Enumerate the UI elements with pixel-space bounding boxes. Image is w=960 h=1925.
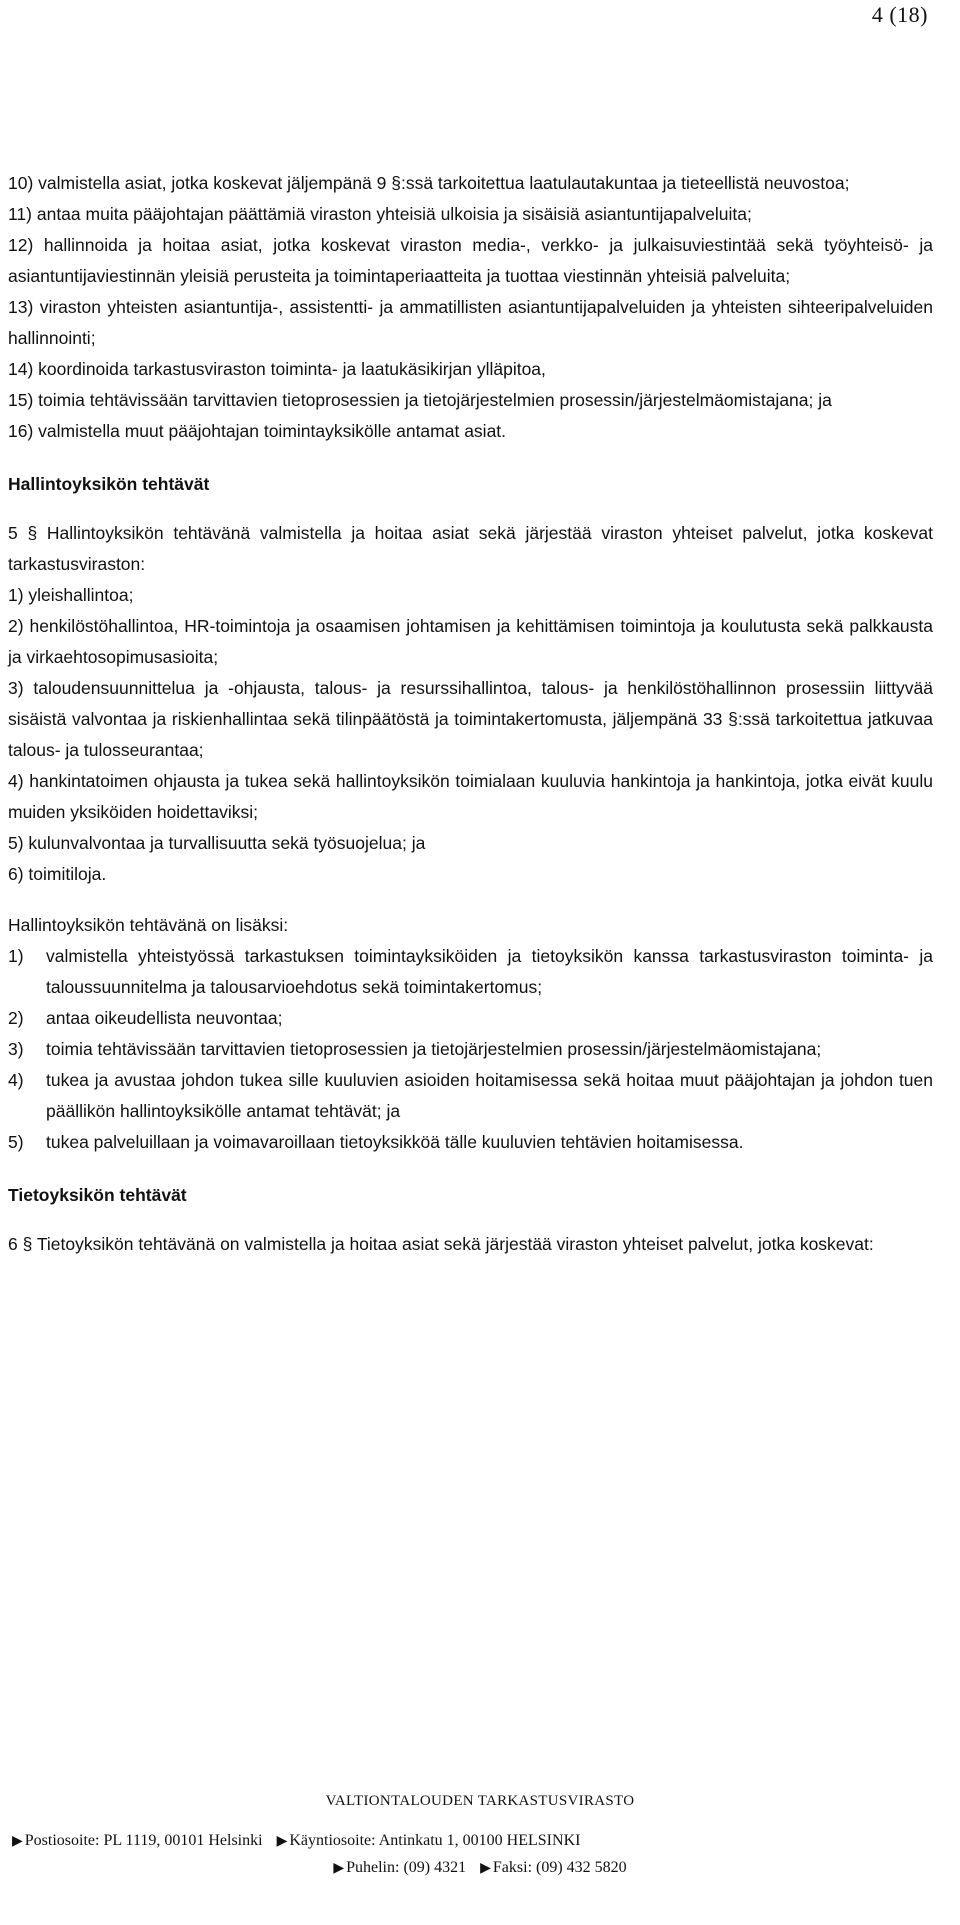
- list-item: 4) hankintatoimen ohjausta ja tukea sekä hallintoyksikön toimialaan kuuluvia hankintoja ja hankintoja, jotka eivät kuulu muiden yksiköiden hoidettaviksi;: [8, 771, 933, 822]
- section-intro-paragraph: 6 § Tietoyksikön tehtävänä on valmistella ja hoitaa asiat sekä järjestää viraston yhteiset palvelut, jotka koskevat:: [8, 1234, 874, 1254]
- list-item: 2) henkilöstöhallintoa, HR-toimintoja ja osaamisen johtamisen ja kehittämisen toimintoja ja koulutusta sekä palkkausta ja virkaehtosopimusasioita;: [8, 616, 933, 667]
- hallinto-tasks-list: [8, 580, 933, 890]
- list-item: [8, 941, 933, 1003]
- list-item: [8, 1127, 933, 1158]
- list-item: [8, 1003, 933, 1034]
- page-number: 4 (18): [871, 2, 928, 27]
- list-item: 1) yleishallintoa;: [8, 585, 134, 605]
- footer-organization: VALTIONTALOUDEN TARKASTUSVIRASTO: [325, 1793, 635, 1809]
- list-item-text: toimia tehtävissään tarvittavien tietoprosessien ja tietojärjestelmien prosessin/järjestelmäomistajana;: [46, 1039, 822, 1059]
- section-heading-hallintoyksikko: Hallintoyksikön tehtävät: [8, 474, 210, 494]
- list-item-text: antaa oikeudellista neuvontaa;: [46, 1008, 283, 1028]
- list-item: 13) viraston yhteisten asiantuntija-, assistentti- ja ammatillisten asiantuntijapalveluiden ja yhteisten sihteeripalveluiden hallinnointi;: [8, 297, 933, 348]
- postal-address: Postiosoite: PL 1119, 00101 Helsinki: [24, 1832, 263, 1849]
- list-item-number: 4): [8, 1070, 24, 1090]
- visiting-address: Käyntiosoite: Antinkatu 1, 00100 HELSINKI: [289, 1832, 581, 1849]
- list-item: 14) koordinoida tarkastusviraston toiminta- ja laatukäsikirjan ylläpitoa,: [8, 359, 546, 379]
- additional-tasks-label: Hallintoyksikön tehtävänä on lisäksi:: [8, 915, 289, 935]
- list-item-number: 3): [8, 1039, 24, 1059]
- list-item-number: 1): [8, 946, 24, 966]
- list-item-number: 2): [8, 1008, 24, 1028]
- arrow-right-icon: ▶: [276, 1834, 288, 1849]
- list-item: 5) kulunvalvontaa ja turvallisuutta sekä työsuojelua; ja: [8, 833, 426, 853]
- list-item: 16) valmistella muut pääjohtajan toimintayksikölle antamat asiat.: [8, 421, 507, 441]
- list-item-text: valmistella yhteistyössä tarkastuksen toimintayksiköiden ja tietoyksikön kanssa tarkastusviraston toiminta- ja taloussuunnitelma ja talousarvioehdotus sekä toimintakertomus;: [46, 946, 933, 997]
- additional-tasks-list: [8, 941, 933, 1158]
- list-item-number: 5): [8, 1132, 24, 1152]
- list-item-text: tukea palveluillaan ja voimavaroillaan tietoyksikköä tälle kuuluvien tehtävien hoitamisessa.: [46, 1132, 744, 1152]
- list-item: 15) toimia tehtävissään tarvittavien tietoprosessien ja tietojärjestelmien prosessin/järjestelmäomistajana; ja: [8, 390, 832, 410]
- phone-number: Puhelin: (09) 4321: [346, 1859, 467, 1876]
- list-item: [8, 1034, 933, 1065]
- list-item: 11) antaa muita pääjohtajan päättämiä viraston yhteisiä ulkoisia ja sisäisiä asiantuntijapalveluita;: [8, 204, 752, 224]
- list-item-text: tukea ja avustaa johdon tukea sille kuuluvien asioiden hoitamisessa sekä hoitaa muut pääjohtajan ja johdon tuen päällikön hallintoyksikölle antamat tehtävät; ja: [46, 1070, 933, 1121]
- section-intro-paragraph: 5 § Hallintoyksikön tehtävänä valmistella ja hoitaa asiat sekä järjestää viraston yhteiset palvelut, jotka koskevat tarkastusviraston:: [8, 523, 933, 574]
- fax-number: Faksi: (09) 432 5820: [492, 1859, 627, 1876]
- list-item: 12) hallinnoida ja hoitaa asiat, jotka koskevat viraston media-, verkko- ja julkaisuviestintää sekä työyhteisö- ja asiantuntijaviestinnän yleisiä perusteita ja toimintaperiaatteita ja tuottaa viestinnän yhteisiä palveluita;: [8, 235, 933, 286]
- list-item: [8, 1065, 933, 1127]
- tasks-list-continued: [8, 168, 933, 447]
- arrow-right-icon: ▶: [12, 1834, 23, 1849]
- arrow-right-icon: ▶: [480, 1861, 491, 1876]
- section-heading-tietoyksikko: Tietoyksikön tehtävät: [8, 1185, 187, 1205]
- list-item: 6) toimitiloja.: [8, 864, 107, 884]
- document-body: [8, 168, 933, 1260]
- footer-address-line: [12, 1832, 952, 1850]
- arrow-right-icon: ▶: [333, 1861, 345, 1876]
- footer-contact-line: [0, 1859, 960, 1877]
- list-item: 10) valmistella asiat, jotka koskevat jäljempänä 9 §:ssä tarkoitettua laatulautakuntaa ja tieteellistä neuvostoa;: [8, 173, 850, 193]
- list-item: 3) taloudensuunnittelua ja -ohjausta, talous- ja resurssihallintoa, talous- ja henkilöstöhallinnon prosessiin liittyvää sisäistä valvontaa ja riskienhallintaa sekä tilinpäätöstä ja toimintakertomusta, jäljempänä 33 §:ssä tarkoitettua jatkuvaa talous- ja tulosseurantaa;: [8, 678, 933, 760]
